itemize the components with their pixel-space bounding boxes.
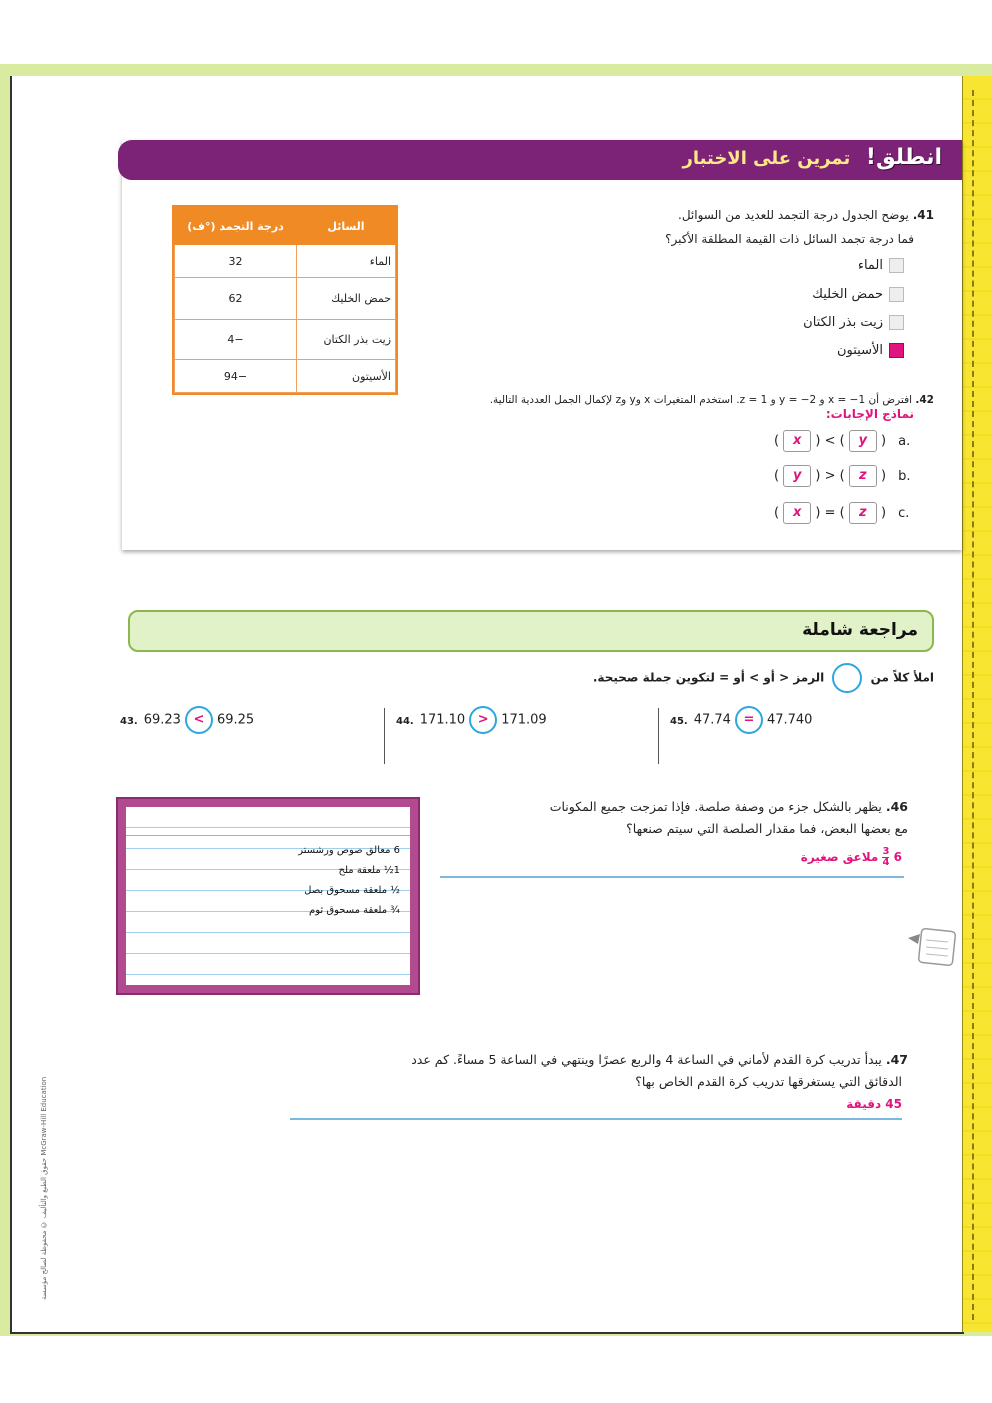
recipe-text: معالق صوص ورشستر — [298, 845, 391, 856]
value: 69.25 — [216, 712, 255, 728]
table-header-liquid: السائل — [297, 208, 396, 245]
question-number: 42. — [915, 394, 934, 406]
answer-unit: ملاعق صغيرة — [800, 850, 879, 864]
question-text: يبدأ تدريب كرة القدم لأماني في الساعة 4 والربع عصرًا وينتهي في الساعة 5 مساءً. كم عدد — [411, 1052, 882, 1067]
answer-box[interactable]: z — [849, 502, 877, 524]
choice-label: الأسيتون — [836, 343, 883, 358]
answer-fraction — [882, 847, 889, 868]
comprehensive-review-banner — [128, 610, 934, 652]
item-letter: c. — [898, 505, 910, 521]
item-letter: a. — [898, 433, 911, 449]
recipe-qty: 6 — [393, 845, 400, 856]
inequality-a: ( x ) < ( y ) a. — [774, 430, 910, 452]
review-title: مراجعة شاملة — [802, 620, 918, 640]
choice-linseed-oil[interactable] — [803, 315, 904, 330]
recipe-text: ملعقة مسحوق ثوم — [309, 905, 388, 916]
answer-box[interactable]: z — [849, 465, 877, 487]
recipe-line — [339, 865, 400, 876]
instruction-text: املأ كلاً من — [870, 670, 934, 685]
inequality-b: ( y ) > ( z ) b. — [774, 465, 911, 487]
question-46-line2: مع بعضها البعض، فما مقدار الصلصة التي سيتم صنعها؟ — [626, 821, 908, 836]
test-practice-banner — [118, 140, 962, 180]
go-label: انطلق! — [865, 145, 942, 170]
choice-water[interactable] — [858, 258, 904, 273]
banner-subtitle: تمرين على الاختبار — [682, 148, 851, 169]
checkbox-checked-icon[interactable] — [889, 343, 904, 358]
recipe-line — [309, 905, 400, 916]
question-47-line2: الدقائق التي يستغرقها تدريب كرة القدم الخاص بها؟ — [635, 1074, 902, 1089]
question-text: يوضح الجدول درجة التجمد للعديد من السوائل. — [678, 208, 909, 222]
fraction-denominator: 4 — [882, 857, 890, 868]
sample-answers-label: نماذج الإجابات: — [825, 407, 914, 421]
question-46-line1 — [550, 799, 908, 814]
checkbox-icon[interactable] — [889, 315, 904, 330]
answer-46 — [801, 847, 902, 868]
answer-box[interactable]: y — [849, 430, 877, 452]
operator: = — [824, 505, 836, 521]
symbol-circle[interactable]: = — [735, 706, 763, 734]
answer-box[interactable]: x — [783, 430, 811, 452]
blank-circle-icon — [832, 663, 862, 693]
divider — [658, 708, 659, 764]
banner-title — [683, 145, 942, 170]
recipe-line — [304, 885, 400, 896]
recipe-text: ملعقة ملح — [338, 865, 381, 876]
choice-label: الماء — [857, 258, 883, 273]
comparison-44 — [396, 706, 547, 734]
table-row — [175, 320, 396, 360]
answer-line — [440, 876, 904, 878]
comparison-43 — [120, 706, 254, 734]
value: 47.74 — [693, 712, 731, 728]
answer-box[interactable]: y — [783, 465, 811, 487]
value: 171.10 — [419, 712, 466, 728]
item-number: 43. — [120, 715, 138, 727]
table-cell: −4 — [175, 320, 297, 360]
table-cell: 32 — [175, 245, 297, 278]
recipe-qty: ¾ — [390, 905, 400, 916]
question-42 — [490, 394, 934, 406]
choice-acetic-acid[interactable] — [812, 287, 904, 302]
table-cell: الأسيتون — [297, 360, 396, 393]
instruction-text: الرمز < أو > أو = لتكوين جملة صحيحة. — [592, 670, 825, 685]
copyright-text: حقوق الطبع والتأليف © محفوظة لصالح مؤسسة McGraw-Hill Education — [40, 1076, 48, 1300]
value: 47.740 — [766, 712, 813, 728]
table-row — [175, 245, 396, 278]
recipe-card — [116, 797, 420, 995]
item-number: 45. — [670, 715, 688, 727]
question-text: افترض أن x = −1 و y = −2 و z = 1. استخدم المتغيرات x وy وz لإكمال الجمل العددية التالية. — [489, 394, 913, 406]
answer-line — [290, 1118, 902, 1120]
fraction-numerator: 3 — [882, 846, 890, 857]
item-number: 44. — [396, 715, 414, 727]
divider — [384, 708, 385, 764]
table-cell: زيت بذر الكتان — [297, 320, 396, 360]
margin-dash-line — [972, 90, 974, 1320]
table-row — [175, 278, 396, 320]
recipe-qty: ½ — [390, 885, 400, 896]
item-letter: b. — [898, 468, 911, 484]
table-cell: 62 — [175, 278, 297, 320]
inequality-c: ( x ) = ( z ) c. — [774, 502, 909, 524]
recipe-qty: 1½ — [383, 865, 400, 876]
table-cell: −94 — [175, 360, 297, 393]
recipe-paper — [126, 807, 410, 985]
answer-whole: 6 — [893, 850, 902, 864]
table-cell: الماء — [297, 245, 396, 278]
review-instruction — [593, 663, 934, 693]
recipe-line — [298, 845, 400, 856]
question-47-line1 — [411, 1052, 908, 1067]
symbol-circle[interactable]: > — [469, 706, 497, 734]
value: 171.09 — [501, 712, 547, 728]
question-41-line1 — [678, 208, 934, 222]
checkbox-icon[interactable] — [889, 258, 904, 273]
question-number: 41. — [912, 208, 934, 222]
question-number: 46. — [885, 799, 908, 814]
sticky-note-icon — [906, 926, 960, 970]
choice-acetone[interactable] — [837, 343, 904, 358]
freezing-point-table — [172, 205, 398, 395]
checkbox-icon[interactable] — [889, 287, 904, 302]
choice-label: زيت بذر الكتان — [803, 315, 883, 330]
table-row — [175, 360, 396, 393]
operator: < — [824, 433, 836, 449]
yellow-margin-strip — [962, 76, 992, 1332]
recipe-text: ملعقة مسحوق بصل — [304, 885, 388, 896]
value: 69.23 — [143, 712, 181, 728]
answer-47: 45 دقيقة — [846, 1097, 902, 1111]
comparison-45 — [670, 706, 812, 734]
operator: > — [824, 468, 836, 484]
symbol-circle[interactable]: < — [185, 706, 213, 734]
choice-label: حمض الخليك — [812, 287, 883, 302]
recipe-margin-line — [126, 835, 410, 836]
table-header-temp: درجة التجمد (°ف) — [175, 208, 297, 245]
question-number: 47. — [885, 1052, 908, 1067]
question-41-line2: فما درجة تجمد السائل ذات القيمة المطلقة الأكبر؟ — [665, 232, 914, 246]
question-text: يظهر بالشكل جزء من وصفة صلصة. فإذا تمزجت جميع المكونات — [549, 799, 882, 814]
table-cell: حمض الخليك — [297, 278, 396, 320]
answer-box[interactable]: x — [783, 502, 811, 524]
